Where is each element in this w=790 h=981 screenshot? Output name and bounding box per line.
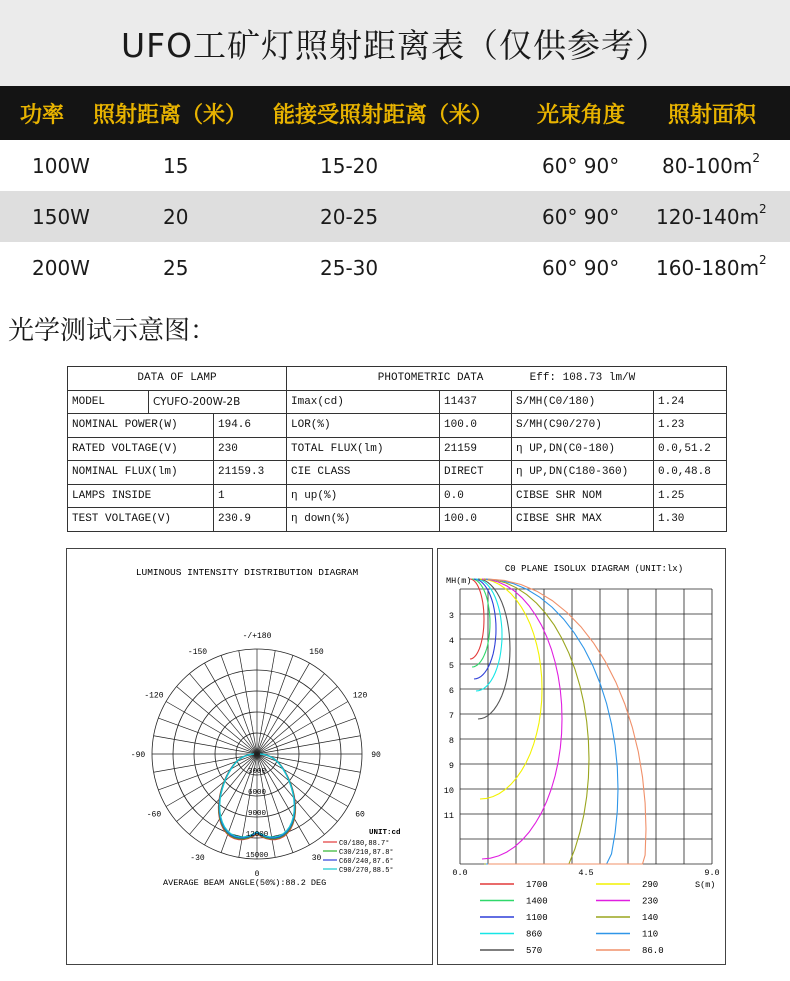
- isolux-xlabel: S(m): [695, 880, 716, 890]
- isolux-legend-label: 230: [642, 896, 659, 907]
- cell-value: DIRECT: [440, 461, 512, 485]
- cell-value: 100.0: [440, 508, 512, 532]
- cell-value: 1.23: [654, 414, 727, 438]
- cell-label: Imax(cd): [287, 390, 440, 414]
- cell-value: 0.0,51.2: [654, 437, 727, 461]
- isolux-contour: [488, 579, 646, 864]
- isolux-y-tick: 5: [448, 661, 454, 671]
- isolux-curves: [470, 579, 646, 864]
- row-distance: 20: [163, 204, 189, 229]
- row-power: 100W: [32, 153, 90, 178]
- isolux-x-tick: 0.0: [452, 868, 468, 878]
- cell-label: LAMPS INSIDE: [68, 484, 214, 508]
- photometric-data-table: [67, 366, 727, 532]
- table-row: [68, 390, 727, 414]
- polar-radial-label: 12000: [245, 831, 269, 839]
- isolux-legend-label: 860: [526, 929, 543, 940]
- table-row: [68, 367, 727, 391]
- isolux-legend-label: 86.0: [642, 946, 664, 956]
- table-row: [68, 484, 727, 508]
- cell-value: 1.25: [654, 484, 727, 508]
- row-distance: 25: [163, 255, 189, 280]
- table-row: [68, 508, 727, 532]
- isolux-ticks: [444, 611, 720, 878]
- cell-value: 1.30: [654, 508, 727, 532]
- cell-label: S/MH(C90/270): [512, 414, 654, 438]
- polar-angle-label: 150: [309, 647, 324, 657]
- cell-label: CIBSE SHR NOM: [512, 484, 654, 508]
- cell-label: NOMINAL FLUX(lm): [68, 461, 214, 485]
- table-row: [68, 414, 727, 438]
- cell-label: TEST VOLTAGE(V): [68, 508, 214, 532]
- polar-angle-label: 90: [371, 751, 381, 760]
- cell-label: RATED VOLTAGE(V): [68, 437, 214, 461]
- polar-angle-label: -150: [187, 647, 208, 657]
- title-banner: [0, 0, 790, 86]
- row-power: 200W: [32, 255, 90, 280]
- row-distance: 15: [163, 153, 189, 178]
- row-beam: 60° 90°: [542, 204, 620, 229]
- polar-angle-label: 30: [311, 854, 322, 864]
- row-area: 160-180m $^2$: [656, 252, 767, 280]
- row-area: 80-100m $^2$: [662, 150, 760, 178]
- isolux-diagram-panel: [437, 548, 726, 965]
- cell-value: 1.24: [654, 390, 727, 414]
- polar-angle-label: -30: [190, 854, 205, 864]
- polar-radial-label: 9000: [247, 810, 267, 818]
- cell-label: TOTAL FLUX(lm): [287, 437, 440, 461]
- cell-value: 230.9: [214, 508, 287, 532]
- cell-label: S/MH(C0/180): [512, 390, 654, 414]
- cell-label: η UP,DN(C180-360): [512, 461, 654, 485]
- table-row: [68, 437, 727, 461]
- row-acceptable: 25-30: [320, 255, 379, 280]
- beam-angle-note: AVERAGE BEAM ANGLE(50%):88.2 DEG: [163, 878, 327, 888]
- cell-value: 194.6: [214, 414, 287, 438]
- cell-label: MODEL: [68, 390, 149, 414]
- cell-label: LOR(%): [287, 414, 440, 438]
- polar-legend-label: C60/240,87.6°: [339, 858, 394, 866]
- lamp-data-header: DATA OF LAMP: [68, 367, 287, 391]
- isolux-y-tick: 9: [448, 761, 454, 771]
- cell-value: 0.0: [440, 484, 512, 508]
- cell-label: η UP,DN(C0-180): [512, 437, 654, 461]
- isolux-legend-label: 1400: [526, 896, 548, 907]
- polar-legend: [323, 839, 394, 875]
- photometric-header: PHOTOMETRIC DATA Eff: 108.73 lm/W: [287, 367, 727, 391]
- isolux-contour: [482, 579, 562, 859]
- isolux-legend-label: 1700: [526, 880, 548, 890]
- spec-row: [0, 140, 790, 191]
- isolux-grid: [460, 589, 712, 864]
- page-title: UFO工矿灯照射距离表（仅供参考）: [120, 25, 670, 65]
- isolux-legend-label: 290: [642, 880, 659, 890]
- isolux-y-tick: 10: [443, 786, 454, 796]
- polar-legend-label: C30/210,87.8°: [339, 849, 394, 857]
- cell-label: NOMINAL POWER(W): [68, 414, 214, 438]
- cell-value: 1: [214, 484, 287, 508]
- isolux-y-tick: 7: [448, 711, 454, 721]
- cell-value: 230: [214, 437, 287, 461]
- polar-diagram-panel: [66, 548, 433, 965]
- polar-diagram: [67, 549, 432, 964]
- polar-legend-label: C0/180,88.7°: [339, 840, 390, 848]
- cell-label: η up(%): [287, 484, 440, 508]
- header-beam: 光束角度: [537, 102, 626, 128]
- row-power: 150W: [32, 204, 90, 229]
- isolux-legend-label: 140: [642, 913, 659, 923]
- isolux-legend: [480, 880, 664, 956]
- polar-title: LUMINOUS INTENSITY DISTRIBUTION DIAGRAM: [135, 567, 359, 578]
- polar-angle-label: 0: [254, 870, 260, 879]
- isolux-y-tick: 3: [448, 611, 454, 621]
- row-area: 120-140m $^2$: [656, 201, 767, 229]
- polar-angle-label: 120: [352, 691, 368, 701]
- header-acceptable: 能接受照射距离（米）: [273, 102, 494, 128]
- isolux-y-tick: 6: [448, 686, 454, 696]
- polar-angle-label: -120: [144, 691, 164, 701]
- efficiency-value: Eff: 108.73 lm/W: [529, 372, 636, 385]
- polar-radial-label: 15000: [245, 852, 269, 860]
- polar-angle-label: -90: [130, 751, 146, 760]
- polar-angle-label: -60: [146, 810, 162, 820]
- polar-legend-label: C90/270,88.5°: [339, 867, 394, 875]
- cell-label: CIE CLASS: [287, 461, 440, 485]
- isolux-contour: [472, 579, 490, 667]
- cell-value: 21159: [440, 437, 512, 461]
- isolux-y-tick: 4: [448, 636, 454, 646]
- row-acceptable: 15-20: [320, 153, 379, 178]
- cell-value: 11437: [440, 390, 512, 414]
- isolux-x-tick: 4.5: [578, 868, 594, 878]
- isolux-y-tick: 8: [448, 736, 454, 746]
- spec-table-header: [0, 86, 790, 140]
- section-title: 光学测试示意图：: [8, 316, 217, 346]
- cell-value: 100.0: [440, 414, 512, 438]
- header-power: 功率: [20, 102, 65, 128]
- isolux-x-tick: 9.0: [704, 868, 720, 878]
- polar-grid: [152, 649, 362, 859]
- spec-row: [0, 242, 790, 293]
- header-distance: 照射距离（米）: [93, 102, 248, 128]
- spec-row: [0, 191, 790, 242]
- polar-unit: UNIT:cd: [369, 829, 401, 837]
- isolux-y-tick: 11: [443, 811, 454, 821]
- isolux-title: C0 PLANE ISOLUX DIAGRAM (UNIT:lx): [504, 564, 684, 574]
- table-row: [68, 461, 727, 485]
- polar-radial-label: 3000: [247, 768, 267, 776]
- isolux-legend-label: 110: [642, 929, 659, 940]
- row-beam: 60° 90°: [542, 153, 620, 178]
- cell-label: CIBSE SHR MAX: [512, 508, 654, 532]
- isolux-contour: [470, 579, 484, 659]
- cell-value: 0.0,48.8: [654, 461, 727, 485]
- header-area: 照射面积: [668, 102, 757, 128]
- isolux-legend-label: 570: [526, 946, 543, 956]
- cell-value: CYUFO-200W-2B: [149, 390, 287, 414]
- cell-label: η down(%): [287, 508, 440, 532]
- polar-angle-label: -/+180: [242, 632, 272, 641]
- polar-radial-label: 6000: [247, 789, 267, 797]
- row-beam: 60° 90°: [542, 255, 620, 280]
- polar-angle-label: 60: [355, 810, 365, 820]
- isolux-diagram: [438, 549, 725, 964]
- cell-value: 21159.3: [214, 461, 287, 485]
- isolux-legend-label: 1100: [526, 913, 548, 923]
- row-acceptable: 20-25: [320, 204, 379, 229]
- isolux-ylabel: MH(m): [446, 576, 472, 586]
